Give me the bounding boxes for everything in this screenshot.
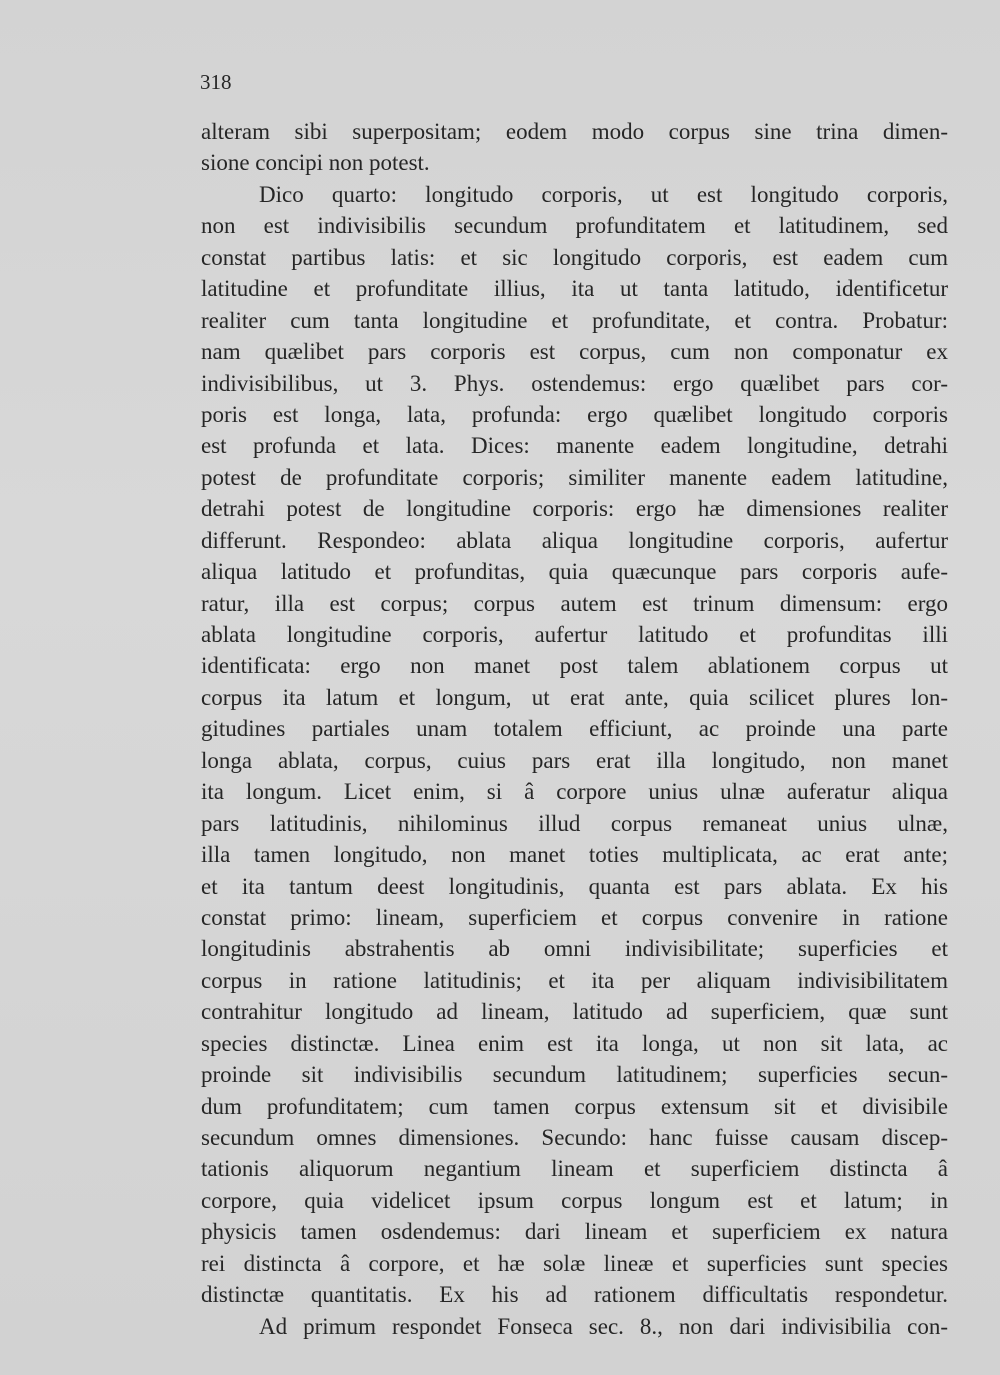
text-line: alteram sibi superpositam; eodem modo corpus sine trina dimen-	[201, 119, 948, 144]
text-line: nam quælibet pars corporis est corpus, cum non componatur ex	[201, 339, 948, 365]
text-line: sione concipi non potest.	[201, 150, 430, 176]
text-line: rei distincta â corpore, et hæ solæ lineæ et superficies sunt species	[201, 1250, 948, 1276]
text-line: secundum omnes dimensiones. Secundo: hanc fuisse causam discep-	[201, 1125, 948, 1150]
text-line: corpus ita latum et longum, ut erat ante, quia scilicet plures lon-	[201, 684, 948, 710]
body-text	[201, 116, 948, 1342]
text-line: est profunda et lata. Dices: manente eadem longitudine, detrahi	[201, 433, 948, 459]
text-line: illa tamen longitudo, non manet toties multiplicata, ac erat ante;	[201, 842, 948, 868]
text-line: corpus in ratione latitudinis; et ita per aliquam indivisibilitatem	[201, 967, 948, 993]
text-line: constat primo: lineam, superficiem et corpus convenire in ratione	[201, 904, 948, 930]
text-line: ita longum. Licet enim, si â corpore unius ulnæ auferatur aliqua	[201, 779, 948, 805]
text-line: species distinctæ. Linea enim est ita longa, ut non sit lata, ac	[201, 1030, 948, 1056]
text-line: aliqua latitudo et profunditas, quia quæcunque pars corporis aufe-	[201, 559, 948, 585]
text-line: distinctæ quantitatis. Ex his ad rationem difficultatis respondetur.	[201, 1282, 948, 1308]
text-line: ratur, illa est corpus; corpus autem est trinum dimensum: ergo	[201, 590, 948, 616]
text-line: gitudines partiales unam totalem efficiunt, ac proinde una parte	[201, 716, 948, 742]
text-line: indivisibilibus, ut 3. Phys. ostendemus: ergo quælibet pars cor-	[201, 370, 948, 396]
text-line: constat partibus latis: et sic longitudo corporis, est eadem cum	[201, 244, 948, 270]
text-line: longa ablata, corpus, cuius pars erat illa longitudo, non manet	[201, 747, 948, 773]
text-line: Ad primum respondet Fonseca sec. 8., non dari indivisibilia con-	[259, 1313, 948, 1339]
text-line: ablata longitudine corporis, aufertur latitudo et profunditas illi	[201, 622, 948, 647]
text-line: differunt. Respondeo: ablata aliqua longitudine corporis, aufertur	[201, 527, 948, 553]
text-line: tationis aliquorum negantium lineam et superficiem distincta â	[201, 1156, 948, 1182]
text-line: Dico quarto: longitudo corporis, ut est longitudo corporis,	[259, 181, 948, 207]
text-line: poris est longa, lata, profunda: ergo quælibet longitudo corporis	[201, 401, 948, 427]
page-number: 318	[200, 70, 232, 94]
text-line: longitudinis abstrahentis ab omni indivisibilitate; superficies et	[201, 936, 948, 962]
text-line: pars latitudinis, nihilominus illud corpus remaneat unius ulnæ,	[201, 810, 948, 836]
text-line: corpore, quia videlicet ipsum corpus longum est et latum; in	[201, 1187, 948, 1213]
text-line: proinde sit indivisibilis secundum latitudinem; superficies secun-	[201, 1062, 948, 1088]
text-line: detrahi potest de longitudine corporis: ergo hæ dimensiones realiter	[201, 496, 948, 522]
text-line: physicis tamen osdendemus: dari lineam et superficiem ex natura	[201, 1219, 948, 1245]
text-line: identificata: ergo non manet post talem ablationem corpus ut	[201, 653, 948, 679]
text-line: realiter cum tanta longitudine et profunditate, et contra. Probatur:	[201, 307, 948, 333]
text-line: potest de profunditate corporis; similiter manente eadem latitudine,	[201, 464, 948, 490]
text-line: dum profunditatem; cum tamen corpus extensum sit et divisibile	[201, 1093, 948, 1119]
text-line: contrahitur longitudo ad lineam, latitudo ad superficiem, quæ sunt	[201, 999, 948, 1025]
text-line: et ita tantum deest longitudinis, quanta est pars ablata. Ex his	[201, 873, 948, 899]
text-line: non est indivisibilis secundum profunditatem et latitudinem, sed	[201, 213, 948, 239]
text-line: latitudine et profunditate illius, ita ut tanta latitudo, identificetur	[201, 276, 948, 302]
